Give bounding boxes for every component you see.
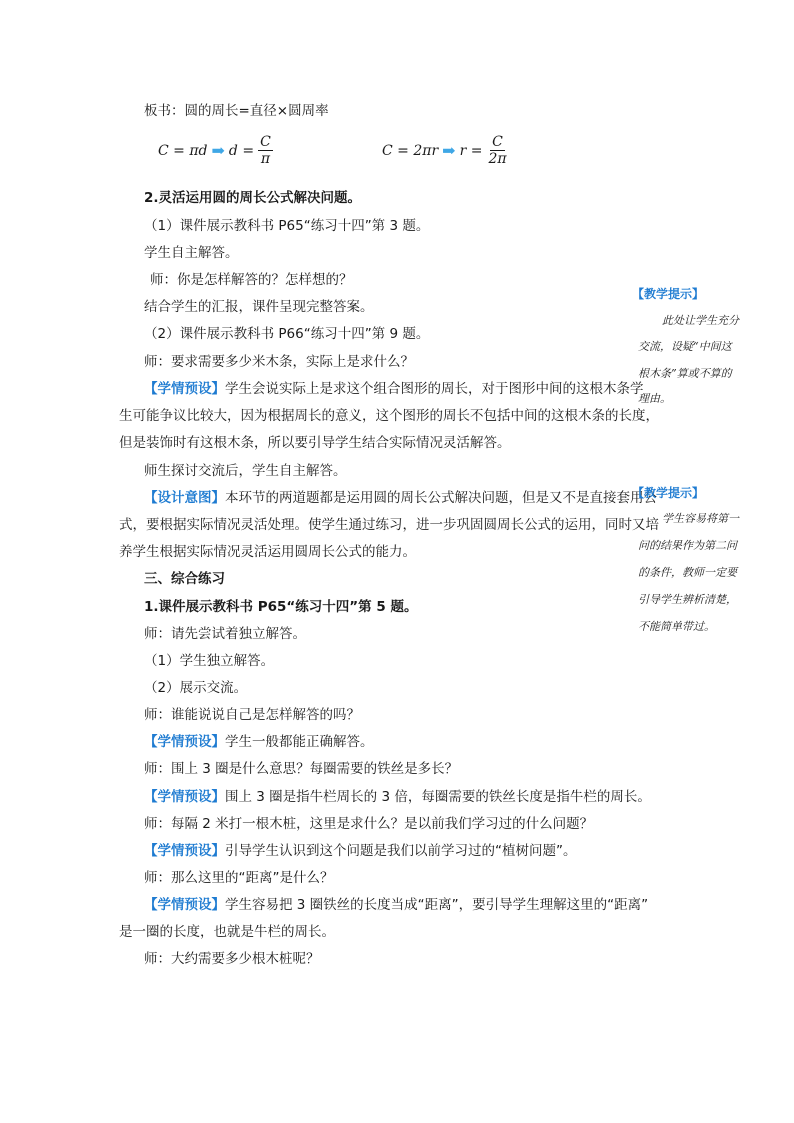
paragraph: 师：谁能说说自己是怎样解答的吗？ [144,707,360,723]
formula-lhs: r = [459,142,483,159]
paragraph: 师：请先尝试着独立解答。 [144,626,306,642]
sidebar-tip-line: 理由。 [638,392,671,405]
paragraph: （1）学生独立解答。 [144,653,275,669]
paragraph-text: 学生容易把 3 圈铁丝的长度当成“距离”，要引导学生理解这里的“距离” [225,897,649,913]
paragraph: 但是装饰时有这根木条，所以要引导学生结合实际情况灵活解答。 [119,435,511,451]
paragraph [144,842,577,860]
sidebar-tip-title: 【教学提示】 [632,486,705,500]
preset-tag: 【学情预设】 [144,843,225,859]
section-heading: 2.灵活运用圆的周长公式解决问题。 [144,190,362,206]
paragraph: 结合学生的汇报，课件呈现完整答案。 [144,299,374,315]
paragraph: 养学生根据实际情况灵活运用圆周长公式的能力。 [119,544,416,560]
formula-left: C = πd [158,142,208,159]
paragraph: 生可能争议比较大，因为根据周长的意义，这个图形的周长不包括中间的这根木条的长度， [119,408,659,424]
formula-left: C = 2πr [382,142,439,159]
paragraph: 师：大约需要多少根木桩呢？ [144,951,320,967]
sidebar-tip-line: 问的结果作为第二问 [638,539,737,552]
paragraph-text: 学生一般都能正确解答。 [225,734,374,750]
sidebar-tip-line: 引导学生辨析清楚， [638,593,737,606]
paragraph: 师：围上 3 圈是什么意思？每圈需要的铁丝是多长？ [144,761,459,777]
paragraph [144,733,374,751]
paragraph-text: 围上 3 圈是指牛栏周长的 3 倍，每圈需要的铁丝长度是指牛栏的周长。 [225,789,651,805]
sidebar-tip-line: 学生容易将第一 [662,512,739,525]
preset-tag: 【学情预设】 [144,381,225,397]
design-tag: 【设计意图】 [144,490,225,506]
fraction-denominator: π [260,151,271,167]
preset-tag: 【学情预设】 [144,734,225,750]
fraction [258,134,273,167]
paragraph [144,896,648,914]
fraction [486,134,508,167]
paragraph: 是一圈的长度，也就是牛栏的周长。 [119,924,335,940]
sidebar-tip-line: 的条件，教师一定要 [638,566,737,579]
section-heading: 三、综合练习 [144,571,225,587]
formula-circumference-radius [382,134,509,167]
paragraph-text: 本环节的两道题都是运用圆的周长公式解决问题，但是又不是直接套用公 [225,490,657,506]
paragraph-text: 引导学生认识到这个问题是我们以前学习过的“植树问题”。 [225,843,577,859]
fraction-numerator: C [260,134,271,150]
fraction-denominator: 2π [488,151,507,167]
preset-tag: 【学情预设】 [144,897,225,913]
fraction-numerator: C [492,134,503,150]
formula-circumference-diameter [158,134,273,167]
paragraph: （2）课件展示教科书 P66“练习十四”第 9 题。 [144,326,430,342]
formula-lhs: d = [228,142,255,159]
paragraph: 师：要求需要多少米木条，实际上是求什么？ [144,354,414,370]
paragraph: （1）课件展示教科书 P65“练习十四”第 3 题。 [144,218,430,234]
paragraph-text: 学生会说实际上是求这个组合图形的周长，对于图形中间的这根木条学 [225,381,644,397]
paragraph: 式，要根据实际情况灵活处理。使学生通过练习，进一步巩固圆周长公式的运用，同时又培 [119,517,659,533]
paragraph: 学生自主解答。 [144,245,239,261]
sidebar-tip-line: 根木条”算或不算的 [638,367,732,380]
preset-tag: 【学情预设】 [144,789,225,805]
paragraph: 师：每隔 2 米打一根木桩，这里是求什么？是以前我们学习过的什么问题？ [144,816,594,832]
board-note: 板书：圆的周长=直径×圆周率 [144,103,329,119]
paragraph: 师：那么这里的“距离”是什么？ [144,870,334,886]
arrow-icon: ➡ [211,141,225,160]
paragraph [144,489,657,507]
paragraph: 师生探讨交流后，学生自主解答。 [144,463,347,479]
section-heading: 1.课件展示教科书 P65“练习十四”第 5 题。 [144,599,418,615]
sidebar-tip-line: 此处让学生充分 [662,314,739,327]
arrow-icon: ➡ [442,141,456,160]
paragraph [144,380,644,398]
sidebar-tip-title: 【教学提示】 [632,287,705,301]
paragraph [144,788,651,806]
paragraph: 师：你是怎样解答的？怎样想的？ [150,272,353,288]
sidebar-tip-line: 不能简单带过。 [638,620,715,633]
sidebar-tip-line: 交流，设疑“中间这 [638,340,732,353]
paragraph: （2）展示交流。 [144,680,248,696]
